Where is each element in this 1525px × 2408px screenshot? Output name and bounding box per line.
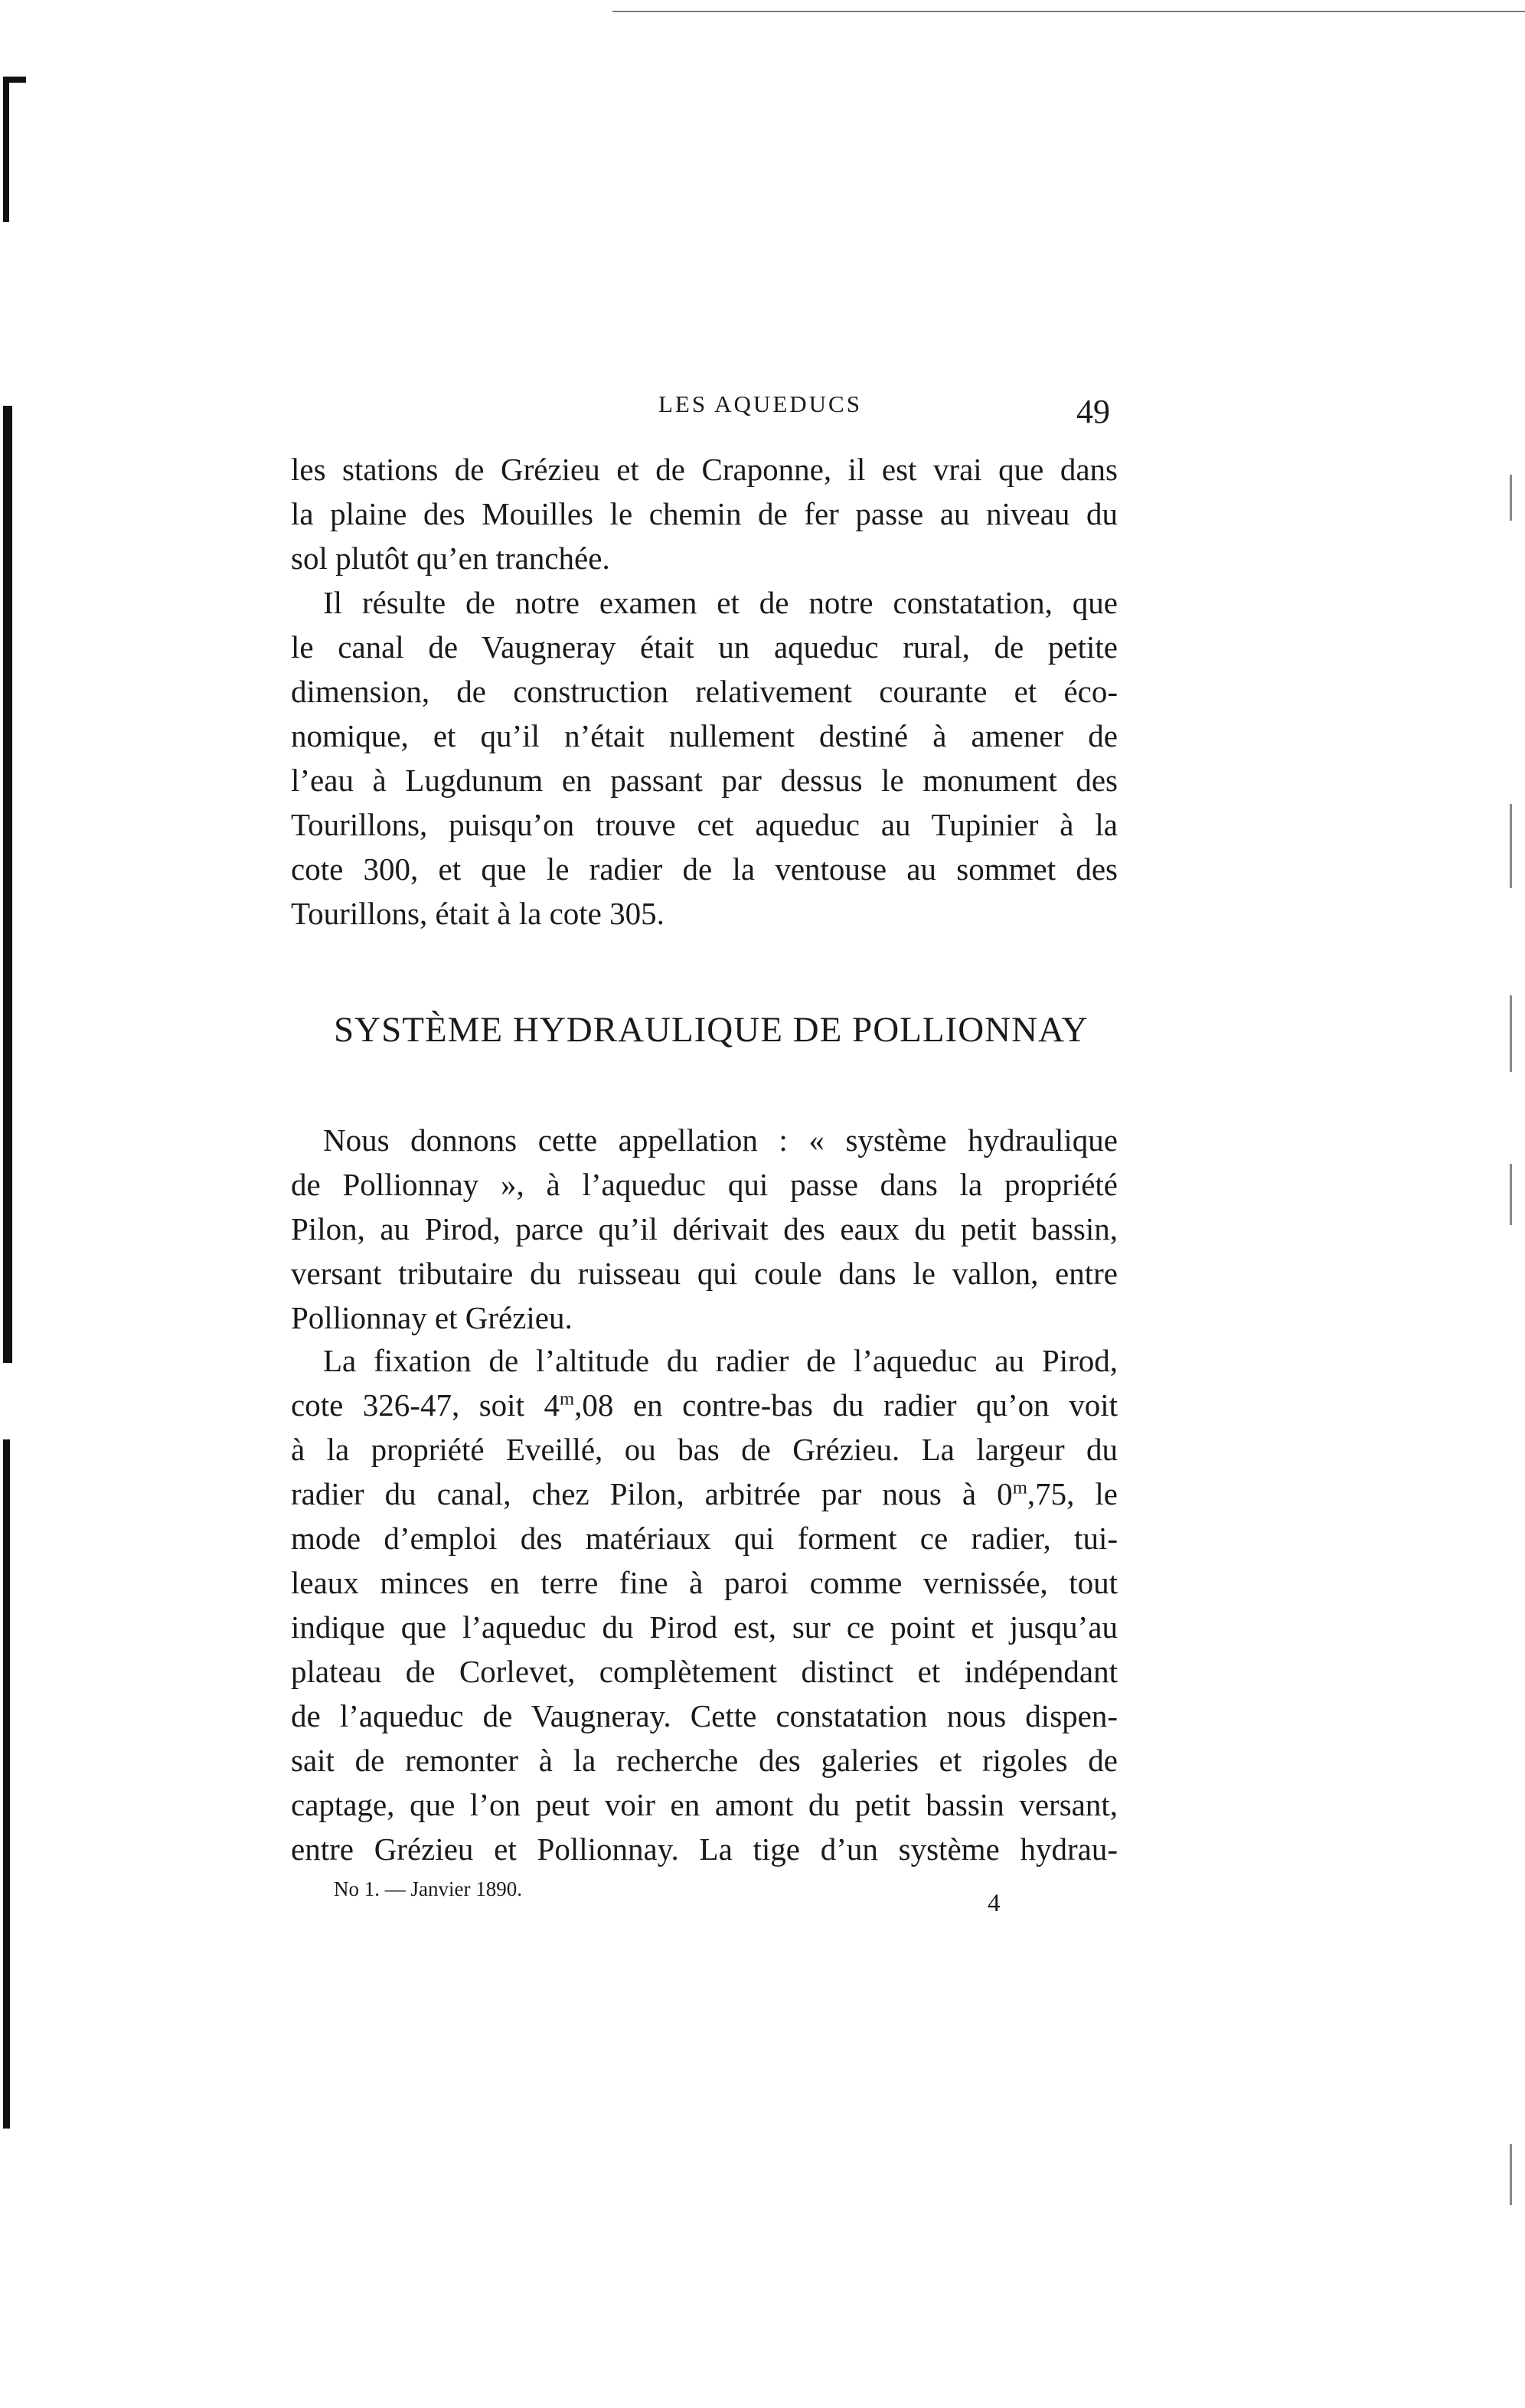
text-line [291,1383,1118,1427]
issue-footnote: No 1. — Janvier 1890. [334,1877,522,1900]
superscript: m [560,1388,575,1410]
text-line: entre Grézieu et Pollionnay. La tige d’un système hydrau- [291,1831,1118,1867]
text-line: sait de remonter à la recherche des galeries et rigoles de [291,1743,1118,1778]
text-fragment: ,08 en contre-bas du radier qu’on voit [574,1387,1118,1423]
paragraph-appellation [291,1118,1118,1340]
text-line: cote 300, et que le radier de la ventouse au sommet des [291,851,1118,887]
text-line: dimension, de construction relativement courante et éco- [291,674,1118,709]
text-line: nomique, et qu’il n’était nullement destiné à amener de [291,718,1118,753]
section-heading: SYSTÈME HYDRAULIQUE DE POLLIONNAY [334,1010,1089,1050]
text-line: à la propriété Eveillé, ou bas de Grézieu. La largeur du [291,1432,1118,1467]
scan-edge-mark [3,77,9,222]
paragraph-conclusion [291,580,1118,936]
running-title: LES AQUEDUCS [658,390,862,417]
text-line: les stations de Grézieu et de Craponne, il est vrai que dans [291,452,1118,487]
text-line: Tourillons, était à la cote 305. [291,896,665,931]
text-line: la plaine des Mouilles le chemin de fer passe au niveau du [291,496,1118,531]
scan-edge-mark [3,406,12,1363]
text-line: Nous donnons cette appellation : « système hydraulique [323,1122,1118,1158]
text-line: le canal de Vaugneray était un aqueduc rural, de petite [291,629,1118,665]
text-line: indique que l’aqueduc du Pirod est, sur ce point et jusqu’au [291,1609,1118,1645]
page-number: 49 [1076,393,1110,430]
text-line: Il résulte de notre examen et de notre constatation, que [323,585,1118,620]
text-line: captage, que l’on peut voir en amont du petit bassin versant, [291,1787,1118,1822]
text-line: La fixation de l’altitude du radier de l’aqueduc au Pirod, [323,1343,1118,1378]
text-fragment: cote 326-47, soit 4 [291,1387,560,1423]
text-line: Tourillons, puisqu’on trouve cet aqueduc au Tupinier à la [291,807,1118,842]
paragraph-altitude [291,1338,1118,1871]
text-line: l’eau à Lugdunum en passant par dessus le monument des [291,763,1118,798]
scan-edge-mark [3,1439,10,2129]
text-line: de l’aqueduc de Vaugneray. Cette constatation nous dispen- [291,1698,1118,1733]
text-fragment: radier du canal, chez Pilon, arbitrée par nous à 0 [291,1476,1013,1511]
scan-edge-mark [1510,475,1512,521]
text-line: Pollionnay et Grézieu. [291,1300,573,1335]
text-line: sol plutôt qu’en tranchée. [291,541,610,576]
text-line: de Pollionnay », à l’aqueduc qui passe dans la propriété [291,1167,1118,1202]
text-line [291,1472,1118,1516]
scan-edge-mark [1510,804,1512,888]
scan-edge-mark [1510,995,1512,1072]
scan-edge-mark [1510,2144,1512,2205]
signature-mark: 4 [988,1890,1001,1917]
scan-border-line [612,11,1525,12]
text-fragment: ,75, le [1027,1476,1118,1511]
text-line: versant tributaire du ruisseau qui coule dans le vallon, entre [291,1256,1118,1291]
text-line: mode d’emploi des matériaux qui forment ce radier, tui- [291,1521,1118,1556]
paragraph-continuation [291,447,1118,580]
scan-edge-mark [1510,1164,1512,1225]
text-line: Pilon, au Pirod, parce qu’il dérivait des eaux du petit bassin, [291,1211,1118,1246]
superscript: m [1012,1477,1027,1498]
text-line: plateau de Corlevet, complètement distinct et indépendant [291,1654,1118,1689]
text-line: leaux minces en terre fine à paroi comme vernissée, tout [291,1565,1118,1600]
